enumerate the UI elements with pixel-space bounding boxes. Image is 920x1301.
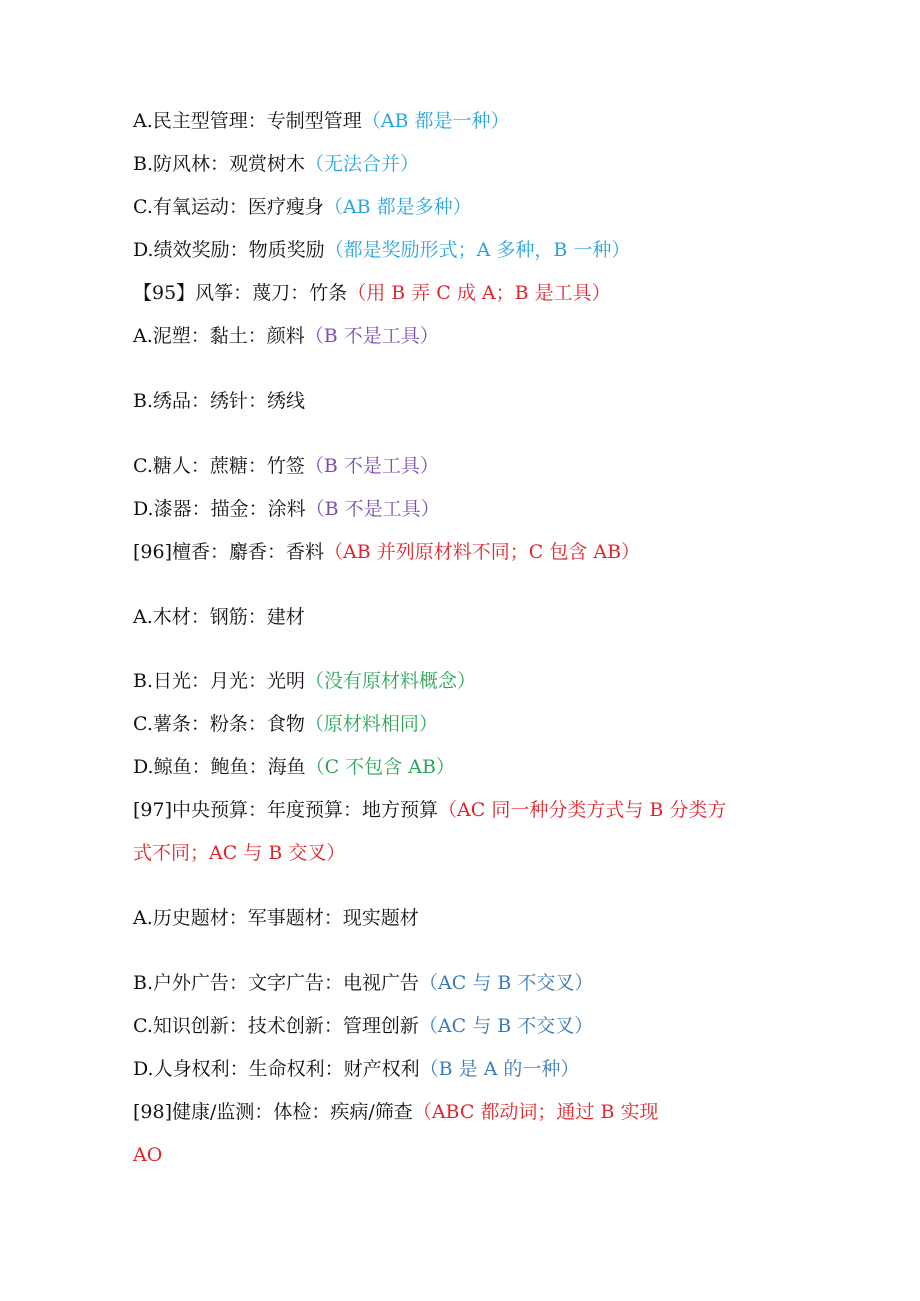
line-annotation: （AB 都是多种）	[323, 196, 472, 218]
line-annotation: （C 不包含 AB）	[305, 756, 455, 778]
line-annotation: （B 不是工具）	[304, 455, 439, 477]
line-text: A.木材：钢筋：建材	[133, 606, 305, 628]
question-annotation: （AC 同一种分类方式与 B 分类方	[438, 799, 727, 821]
option-line	[133, 1014, 593, 1038]
line-text: B.绣品：绣针：绣线	[133, 390, 306, 412]
question-text: 【95】风筝：蔑刀：竹条	[133, 282, 348, 304]
option-line	[133, 906, 419, 930]
line-text: A.泥塑：黏土：颜料	[133, 325, 305, 347]
line-text: A.历史题材：军事题材：现实题材	[133, 907, 419, 929]
line-text: D.绩效奖励：物质奖励	[133, 239, 325, 261]
question-line	[133, 798, 726, 822]
line-text: D.漆器：描金：涂料	[133, 498, 306, 520]
option-line	[133, 605, 305, 629]
option-line	[133, 195, 472, 219]
line-annotation: （AC 与 B 不交叉）	[419, 972, 594, 994]
question-line-continued	[133, 1143, 162, 1167]
option-line	[133, 238, 630, 262]
option-line	[133, 712, 438, 736]
question-text: [97]中央预算：年度预算：地方预算	[133, 799, 439, 821]
question-annotation: AO	[133, 1144, 163, 1166]
line-text: B.防风林：观赏树木	[133, 153, 306, 175]
line-annotation: （B 不是工具）	[305, 498, 440, 520]
line-annotation: （AB 都是一种）	[361, 110, 510, 132]
option-line	[133, 755, 455, 779]
question-text: [98]健康/监测：体检：疾病/筛查	[133, 1101, 413, 1123]
line-text: B.日光：月光：光明	[133, 670, 306, 692]
question-annotation: （AB 并列原材料不同；C 包含 AB）	[324, 541, 641, 563]
option-line	[133, 389, 305, 413]
option-line	[133, 152, 419, 176]
line-text: D.人身权利：生命权利：财产权利	[133, 1058, 420, 1080]
line-annotation: （AC 与 B 不交叉）	[418, 1015, 594, 1037]
option-line	[133, 669, 476, 693]
option-line	[133, 497, 440, 521]
line-text: D.鲸鱼：鲍鱼：海鱼	[133, 756, 306, 778]
question-annotation: （用 B 弄 C 成 A；B 是工具）	[347, 282, 611, 304]
option-line	[133, 324, 439, 348]
question-line	[133, 1100, 658, 1124]
line-text: A.民主型管理：专制型管理	[133, 110, 362, 132]
line-text: C.糖人：蔗糖：竹签	[133, 455, 305, 477]
question-line	[133, 281, 611, 305]
option-line	[133, 1057, 579, 1081]
line-annotation: （没有原材料概念）	[305, 670, 477, 692]
option-line	[133, 454, 439, 478]
question-line-continued	[133, 841, 345, 865]
line-text: C.知识创新：技术创新：管理创新	[133, 1015, 419, 1037]
line-annotation: （无法合并）	[305, 153, 420, 175]
option-line	[133, 971, 593, 995]
line-annotation: （都是奖励形式；A 多种，B 一种）	[324, 239, 631, 261]
line-annotation: （B 不是工具）	[304, 325, 439, 347]
question-annotation: 式不同；AC 与 B 交叉）	[133, 842, 346, 864]
question-annotation: （ABC 都动词；通过 B 实现	[412, 1101, 659, 1123]
question-line	[133, 540, 640, 564]
line-text: B.户外广告：文字广告：电视广告	[133, 972, 420, 994]
question-text: [96]檀香：麝香：香料	[133, 541, 325, 563]
line-annotation: （B 是 A 的一种）	[419, 1058, 580, 1080]
option-line	[133, 109, 510, 133]
line-text: C.薯条：粉条：食物	[133, 713, 305, 735]
line-annotation: （原材料相同）	[304, 713, 438, 735]
line-text: C.有氧运动：医疗瘦身	[133, 196, 324, 218]
